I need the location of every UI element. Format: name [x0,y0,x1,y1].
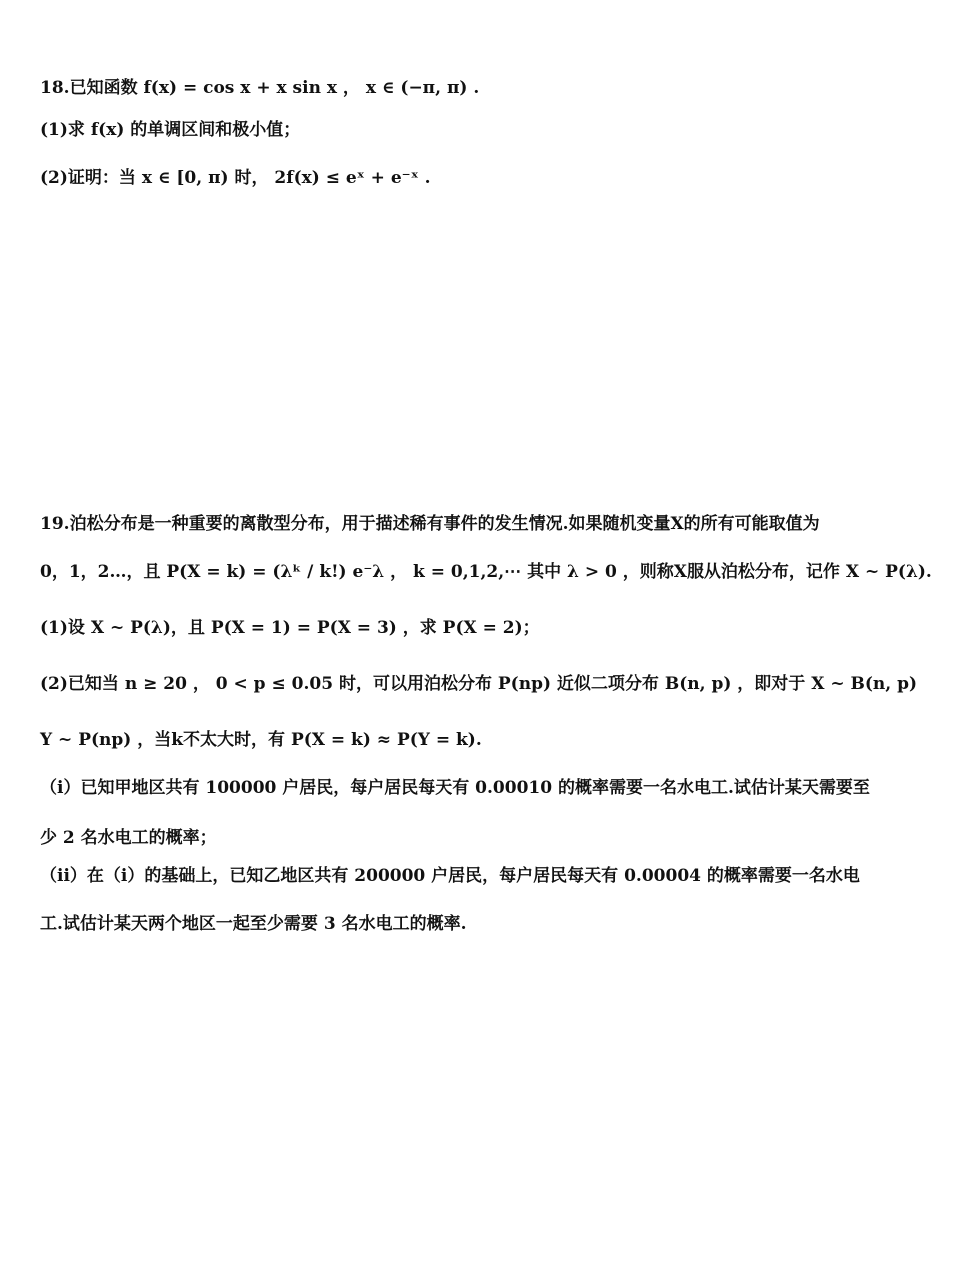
q19-sub-ii-cont: 工.试估计某天两个地区一起至少需要 3 名水电工的概率. [40,914,467,934]
q19-sub-i: （i）已知甲地区共有 100000 户居民，每户居民每天有 0.00010 的概率需要一名水电工.试估计某天需要至 [40,778,870,798]
q19-part2: (2)已知当 n ≥ 20 ， 0 < p ≤ 0.05 时，可以用泊松分布 P(np) 近似二项分布 B(n, p) ，即对于 X ~ B(n, p) [40,674,918,694]
q18-stem: 18.已知函数 f(x) = cos x + x sin x ， x ∈ (−π, π) . [40,78,480,98]
q19-part1: (1)设 X ~ P(λ)，且 P(X = 1) = P(X = 3) ，求 P(X = 2)； [40,618,540,638]
q18-part2: (2)证明：当 x ∈ [0, π) 时， 2f(x) ≤ eˣ + e⁻ˣ . [40,168,431,188]
q19-sub-ii: （ii）在（i）的基础上，已知乙地区共有 200000 户居民，每户居民每天有 0.00004 的概率需要一名水电 [40,866,860,886]
q19-line-1: 19.泊松分布是一种重要的离散型分布，用于描述稀有事件的发生情况.如果随机变量X的所有可能取值为 [40,514,820,534]
q18-part1: (1)求 f(x) 的单调区间和极小值； [40,120,301,140]
q19-sub-i-cont: 少 2 名水电工的概率； [40,828,217,848]
q19-line-5: Y ~ P(np) ，当k不太大时，有 P(X = k) ≈ P(Y = k). [40,730,482,750]
q19-line-2: 0，1，2…，且 P(X = k) = (λᵏ / k!) e⁻λ ， k = 0,1,2,⋯ 其中 λ > 0 ，则称X服从泊松分布，记作 X ~ P(λ). [40,562,932,582]
